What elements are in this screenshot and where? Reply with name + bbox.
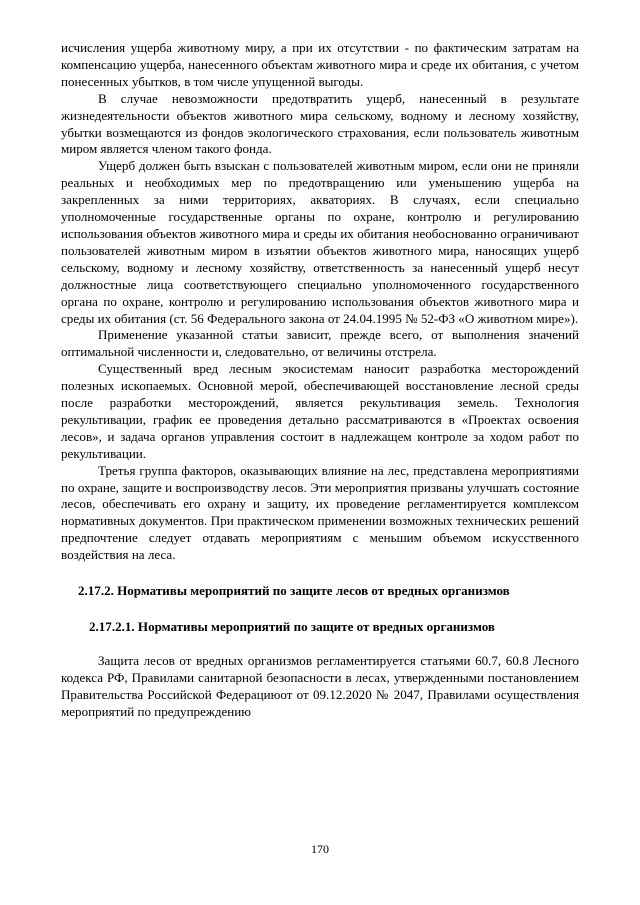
subsection-heading: 2.17.2.1. Нормативы мероприятий по защите от вредных организмов xyxy=(89,619,495,634)
paragraph-continuation: исчисления ущерба животному миру, а при их отсутствии - по фактическим затратам на компенсацию ущерба, нанесенного объектам животного мира и среде их обитания, с учетом понесенных убытков, в том числе упущенной выгоды. xyxy=(61,40,579,89)
section-heading: 2.17.2. Нормативы мероприятий по защите лесов от вредных организмов xyxy=(78,583,510,599)
paragraph-damage-recovery: Ущерб должен быть взыскан с пользователей животным миром, если они не приняли реальных и необходимых мер по предотвращению или уменьшению ущерба на закрепленных за ними территориях, акваториях. В случаях, если специально уполномоченные государственные органы по охране, контролю и регулированию использования объектов животного мира и среды их обитания необоснованно ограничивают пользователей животным миром в изъятии объектов животного мира, наносящих ущерб сельскому, водному и лесному хозяйству, ответственность за нанесенный ущерб несут должностные лица соответствующего специально уполномоченного государственного органа по охране, контролю и регулированию использования объектов животного мира и среды их обитания (ст. 56 Федерального закона от 24.04.1995 № 52-ФЗ «О животном мире»). xyxy=(61,158,579,326)
document-page xyxy=(61,40,579,721)
paragraph-forest-protection: Защита лесов от вредных организмов регламентируется статьями 60.7, 60.8 Лесного кодекса РФ, Правилами санитарной безопасности в лесах, утвержденными постановлением Правительства Российской Федерациюот от 09.12.2020 № 2047, Правилами осуществления мероприятий по предупреждению xyxy=(61,652,579,719)
paragraph-mineral-extraction: Существенный вред лесным экосистемам наносит разработка месторождений полезных ископаемых. Основной мерой, обеспечивающей восстановление лесной среды после разработки месторождений, является рекультивация земель. Технология рекультивации, график ее проведения детально рассматриваются в «Проектах освоения лесов», и задача органов управления состоит в надлежащем контроле за ходом работ по рекультивации. xyxy=(61,361,579,461)
paragraph-article-application: Применение указанной статьи зависит, прежде всего, от выполнения значений оптимальной численности и, следовательно, от величины отстрела. xyxy=(61,327,579,360)
page-number: 170 xyxy=(311,842,329,856)
paragraph-insurance-funds: В случае невозможности предотвратить ущерб, нанесенный в результате жизнедеятельности объектов животного мира сельскому, водному и лесному хозяйству, убытки возмещаются из фондов экологического страхования, если пользователь животным миром является членом такого фонда. xyxy=(61,90,579,157)
paragraph-third-group-factors: Третья группа факторов, оказывающих влияние на лес, представлена мероприятиями по охране, защите и воспроизводству лесов. Эти мероприятия призваны улучшать состояние лесов, обеспечивать его охрану и защиту, их проведение регламентируется комплексом нормативных документов. При практическом применении возможных технических решений предпочтение следует отдавать мероприятиям с меньшим объемом искусственного воздействия на леса. xyxy=(61,462,579,563)
